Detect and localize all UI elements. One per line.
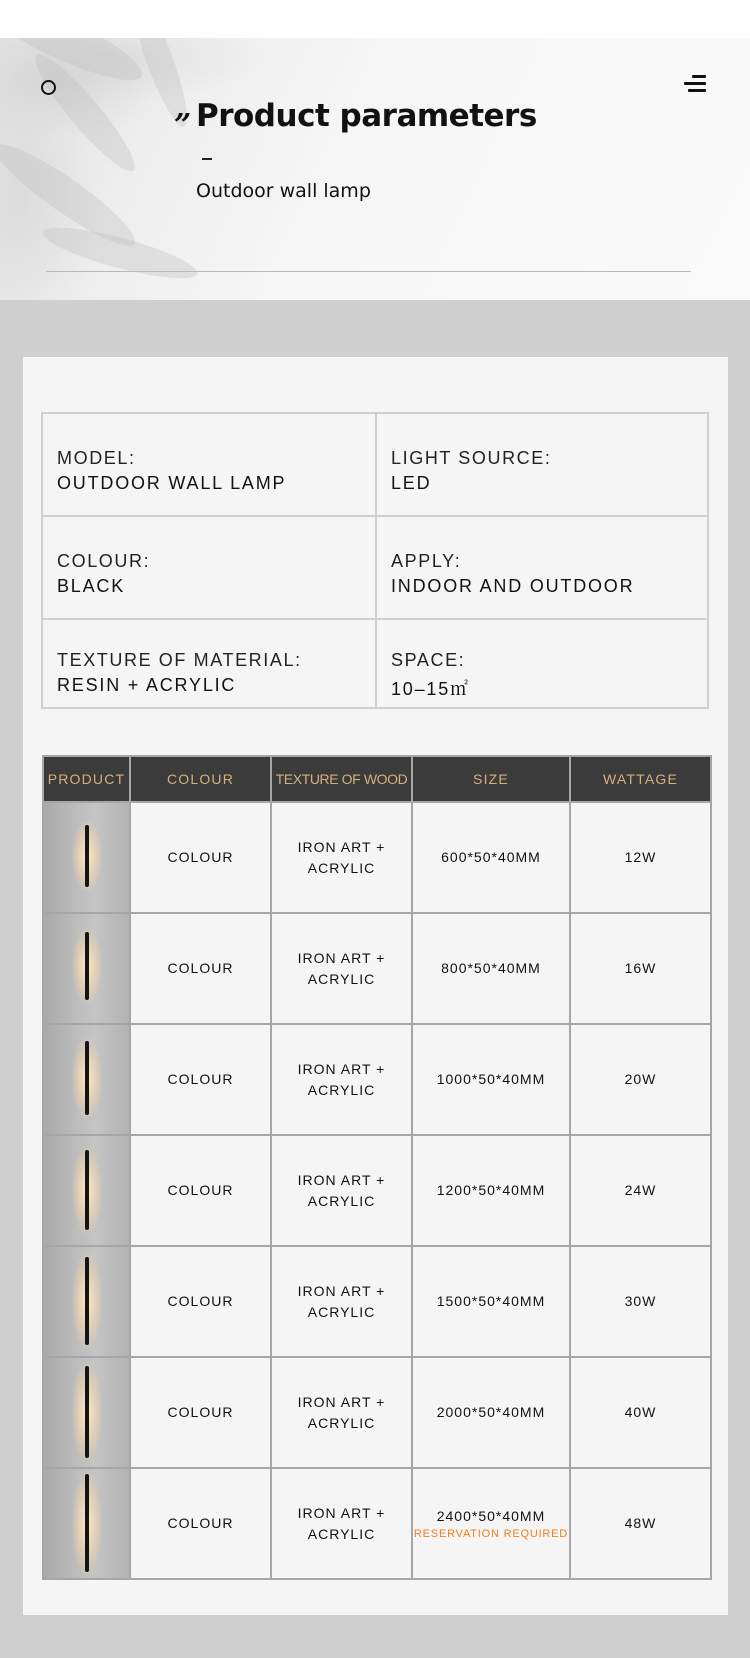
spec-value: BLACK bbox=[57, 576, 126, 596]
colour-cell: COLOUR bbox=[130, 802, 271, 913]
title-dash bbox=[202, 158, 212, 160]
table-row bbox=[43, 1024, 711, 1135]
page-title: Product parameters bbox=[196, 98, 537, 134]
table-row bbox=[43, 802, 711, 913]
wattage-cell: 40W bbox=[570, 1357, 711, 1468]
size-cell bbox=[412, 802, 570, 913]
spec-value: LED bbox=[391, 473, 432, 493]
size-cell bbox=[412, 1357, 570, 1468]
texture-line: ACRYLIC bbox=[307, 1414, 376, 1431]
size-value: 1500*50*40MM bbox=[436, 1293, 546, 1309]
texture-line: IRON ART + bbox=[297, 1282, 386, 1299]
spec-model bbox=[43, 414, 377, 517]
lamp-icon bbox=[85, 1257, 89, 1345]
size-value: 2000*50*40MM bbox=[436, 1404, 546, 1420]
page-subtitle: Outdoor wall lamp bbox=[196, 180, 371, 202]
spec-space bbox=[377, 620, 709, 707]
wattage-cell: 48W bbox=[570, 1468, 711, 1579]
texture-cell bbox=[271, 1246, 412, 1357]
product-image bbox=[43, 802, 130, 913]
lamp-icon bbox=[85, 1041, 89, 1115]
colour-cell: COLOUR bbox=[130, 1468, 271, 1579]
column-header: COLOUR bbox=[130, 756, 271, 802]
product-image bbox=[43, 1135, 130, 1246]
texture-line: IRON ART + bbox=[297, 1504, 386, 1521]
spec-label: COLOUR: bbox=[57, 551, 151, 571]
texture-line: IRON ART + bbox=[297, 949, 386, 966]
spec-colour bbox=[43, 517, 377, 620]
product-image bbox=[43, 913, 130, 1024]
size-cell bbox=[412, 1135, 570, 1246]
wattage-cell: 20W bbox=[570, 1024, 711, 1135]
lamp-icon bbox=[85, 1474, 89, 1572]
quote-mark: ” bbox=[174, 108, 189, 143]
colour-cell: COLOUR bbox=[130, 913, 271, 1024]
column-header: WATTAGE bbox=[570, 756, 711, 802]
product-image bbox=[43, 1357, 130, 1468]
spec-value: RESIN + ACRYLIC bbox=[57, 675, 237, 695]
size-cell bbox=[412, 1468, 570, 1579]
size-value: 1200*50*40MM bbox=[436, 1182, 546, 1198]
table-row bbox=[43, 1246, 711, 1357]
spec-texture bbox=[43, 620, 377, 707]
colour-cell: COLOUR bbox=[130, 1246, 271, 1357]
texture-line: IRON ART + bbox=[297, 838, 386, 855]
reservation-note: RESERVATION REQUIRED bbox=[413, 1528, 569, 1540]
texture-line: IRON ART + bbox=[297, 1171, 386, 1188]
wattage-cell: 16W bbox=[570, 913, 711, 1024]
texture-cell bbox=[271, 1135, 412, 1246]
colour-cell: COLOUR bbox=[130, 1357, 271, 1468]
size-value: 2400*50*40MM bbox=[436, 1508, 546, 1524]
size-value: 800*50*40MM bbox=[441, 960, 541, 976]
texture-line: ACRYLIC bbox=[307, 1192, 376, 1209]
table-row bbox=[43, 1357, 711, 1468]
texture-cell bbox=[271, 1357, 412, 1468]
spec-label: MODEL: bbox=[57, 448, 136, 468]
texture-line: ACRYLIC bbox=[307, 1081, 376, 1098]
texture-line: IRON ART + bbox=[297, 1060, 386, 1077]
product-image bbox=[43, 1468, 130, 1579]
size-cell bbox=[412, 1024, 570, 1135]
texture-line: ACRYLIC bbox=[307, 1525, 376, 1542]
spec-label: APPLY: bbox=[391, 551, 462, 571]
spec-label: TEXTURE OF MATERIAL: bbox=[57, 650, 302, 670]
product-image bbox=[43, 1024, 130, 1135]
wattage-cell: 24W bbox=[570, 1135, 711, 1246]
spec-label: SPACE: bbox=[391, 650, 466, 670]
texture-line: ACRYLIC bbox=[307, 970, 376, 987]
size-cell bbox=[412, 913, 570, 1024]
lamp-icon bbox=[85, 1150, 89, 1230]
lamp-icon bbox=[85, 1366, 89, 1458]
product-table bbox=[42, 755, 712, 1580]
spec-value: OUTDOOR WALL LAMP bbox=[57, 473, 287, 493]
column-header: TEXTURE OF WOOD bbox=[271, 756, 412, 802]
colour-cell: COLOUR bbox=[130, 1024, 271, 1135]
texture-cell bbox=[271, 913, 412, 1024]
texture-cell bbox=[271, 1468, 412, 1579]
lamp-icon bbox=[85, 932, 89, 1000]
parameters-card bbox=[23, 357, 728, 1615]
circle-icon[interactable] bbox=[41, 80, 56, 95]
spec-label: LIGHT SOURCE: bbox=[391, 448, 552, 468]
wattage-cell: 30W bbox=[570, 1246, 711, 1357]
table-header-row bbox=[43, 756, 711, 802]
size-value: 600*50*40MM bbox=[441, 849, 541, 865]
spec-light-source bbox=[377, 414, 709, 517]
header-divider bbox=[46, 271, 691, 272]
product-image bbox=[43, 1246, 130, 1357]
size-value: 1000*50*40MM bbox=[436, 1071, 546, 1087]
header-banner bbox=[0, 38, 750, 300]
menu-icon[interactable] bbox=[684, 75, 706, 93]
texture-cell bbox=[271, 1024, 412, 1135]
spec-grid bbox=[41, 412, 709, 709]
size-cell bbox=[412, 1246, 570, 1357]
lamp-icon bbox=[85, 825, 89, 887]
spec-apply bbox=[377, 517, 709, 620]
table-row bbox=[43, 1468, 711, 1579]
spec-value: INDOOR AND OUTDOOR bbox=[391, 576, 635, 596]
column-header: SIZE bbox=[412, 756, 570, 802]
texture-line: ACRYLIC bbox=[307, 1303, 376, 1320]
texture-cell bbox=[271, 802, 412, 913]
colour-cell: COLOUR bbox=[130, 1135, 271, 1246]
spec-value: 10–15㎡ bbox=[391, 679, 470, 699]
texture-line: ACRYLIC bbox=[307, 859, 376, 876]
table-row bbox=[43, 913, 711, 1024]
table-row bbox=[43, 1135, 711, 1246]
texture-line: IRON ART + bbox=[297, 1393, 386, 1410]
column-header: PRODUCT bbox=[43, 756, 130, 802]
wattage-cell: 12W bbox=[570, 802, 711, 913]
